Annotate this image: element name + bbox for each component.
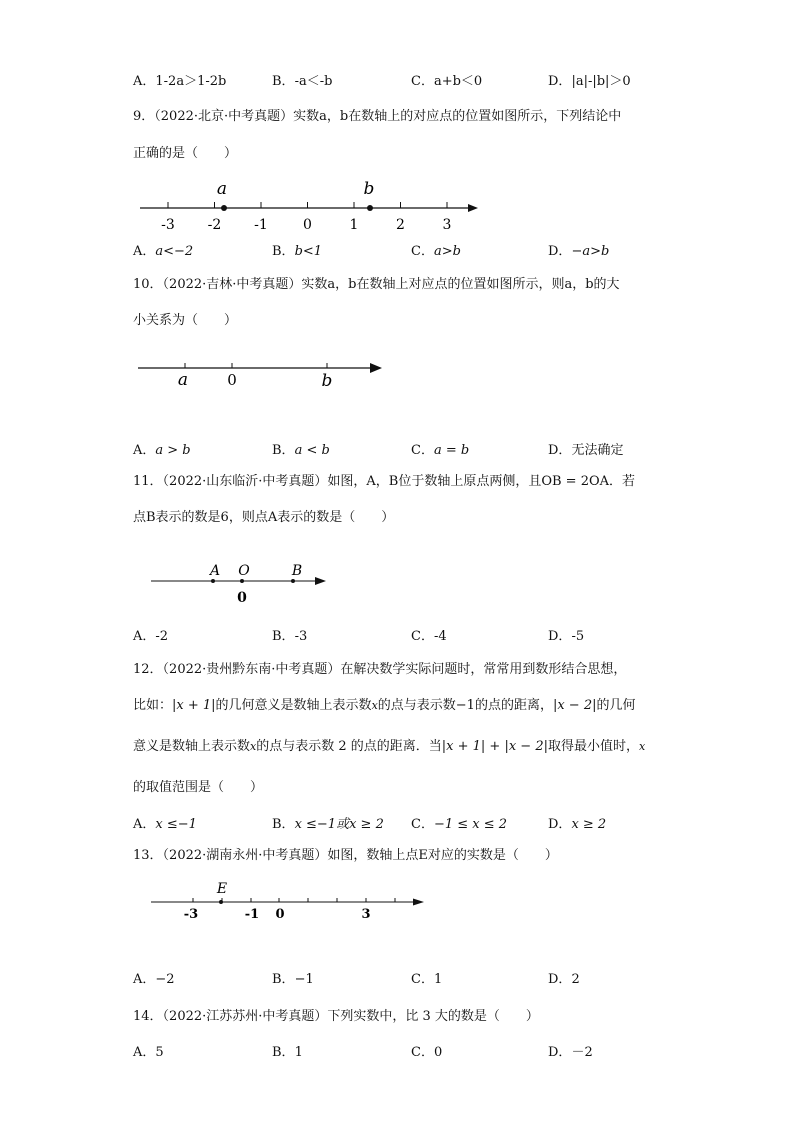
- option-text: a+b＜0: [433, 74, 483, 89]
- option-letter: D．: [548, 972, 572, 987]
- axis-arrow: [468, 204, 478, 212]
- option-text: -5: [571, 629, 585, 644]
- label-0: 0: [227, 371, 237, 389]
- q13-option-c: [411, 971, 442, 989]
- option-letter: A．: [133, 443, 156, 458]
- axis-arrow: [413, 899, 424, 906]
- point-b: [367, 205, 373, 211]
- text-fragment: 的几何: [596, 698, 636, 713]
- q12-option-a: [133, 816, 197, 834]
- q13-option-d: [548, 971, 580, 989]
- option-letter: A．: [133, 244, 156, 259]
- option-letter: D．: [548, 443, 572, 458]
- option-letter: B．: [272, 972, 295, 987]
- option-letter: A．: [133, 972, 156, 987]
- option-letter: A．: [133, 629, 156, 644]
- q11-option-b: [272, 628, 307, 646]
- q10-option-b: [272, 442, 330, 460]
- q9-stem-line1: 9．（2022·北京·中考真题）实数a，b在数轴上的对应点的位置如图所示，下列结论中: [133, 109, 622, 124]
- option-text: -a＜-b: [294, 74, 333, 89]
- label-0: 0: [275, 907, 285, 922]
- q8-option-c: [411, 73, 482, 91]
- q13-option-a: [133, 971, 175, 989]
- point-b-label: b: [363, 179, 375, 199]
- text-fragment: 的几何意义是数轴上表示数: [215, 698, 372, 713]
- q14-option-d: [548, 1044, 593, 1062]
- q14-option-a: [133, 1044, 164, 1062]
- math-x: x: [371, 699, 378, 712]
- option-text: a > b: [155, 443, 191, 458]
- label-B: B: [291, 563, 303, 579]
- option-text: 1-2a＞1-2b: [155, 74, 227, 89]
- q14-option-c: [411, 1044, 442, 1062]
- option-text: x ≤−1: [155, 817, 197, 832]
- option-text: -2: [155, 629, 169, 644]
- label-b: b: [321, 371, 333, 391]
- q13-option-b: [272, 971, 314, 989]
- point-B: [291, 579, 295, 583]
- point-a-label: a: [216, 179, 228, 199]
- q10-option-c: [411, 442, 469, 460]
- option-text: 2: [571, 972, 580, 987]
- option-letter: D．: [548, 74, 572, 89]
- label-A: A: [209, 563, 221, 579]
- option-text: a>b: [433, 244, 461, 259]
- option-text: x ≤−1或x ≥ 2: [294, 817, 384, 832]
- option-text: |a|-|b|＞0: [571, 74, 631, 89]
- text-fragment: 的点与表示数 2 的点的距离．当: [256, 739, 442, 754]
- option-text: a<−2: [155, 244, 194, 259]
- q8-option-b: [272, 73, 332, 91]
- label-m1: -1: [244, 907, 260, 922]
- label-E: E: [216, 881, 228, 897]
- tick-label: -1: [254, 217, 268, 233]
- option-letter: A．: [133, 1045, 156, 1060]
- q11-option-a: [133, 628, 168, 646]
- tick-label: 1: [349, 217, 359, 233]
- option-text: -4: [433, 629, 447, 644]
- q8-option-a: [133, 73, 226, 91]
- option-text: a = b: [433, 443, 470, 458]
- point-a: [221, 205, 227, 211]
- option-letter: C．: [411, 1045, 434, 1060]
- label-3: 3: [361, 907, 371, 922]
- q10-number-line-figure: [130, 352, 390, 394]
- label-zero: 0: [237, 590, 247, 606]
- option-text: －2: [571, 1045, 593, 1060]
- q10-stem-line1: 10．（2022·吉林·中考真题）实数a，b在数轴上对应点的位置如图所示，则a，b的大: [133, 277, 620, 292]
- option-letter: A．: [133, 817, 156, 832]
- q12-stem-line4: 的取值范围是（ ）: [133, 780, 264, 795]
- q11-option-c: [411, 628, 447, 646]
- q10-option-d: [548, 442, 623, 460]
- tick-label: -2: [207, 217, 222, 233]
- option-letter: C．: [411, 244, 434, 259]
- text-fragment: 意义是数轴上表示数: [133, 739, 251, 754]
- option-text: b<1: [294, 244, 323, 259]
- q12-stem-line2: [133, 697, 636, 715]
- point-E: [219, 900, 223, 904]
- option-text: 0: [433, 1045, 443, 1060]
- q11-option-d: [548, 628, 584, 646]
- option-text: -3: [294, 629, 308, 644]
- q12-stem-line3: [133, 738, 645, 756]
- math-abs-x-minus-2: |x − 2|: [552, 698, 597, 713]
- tick-label: 2: [396, 217, 405, 233]
- math-abs-sum: |x + 1| + |x − 2|: [441, 739, 548, 754]
- q10-option-a: [133, 442, 191, 460]
- option-text: 1: [294, 1045, 303, 1060]
- option-text: 1: [433, 972, 443, 987]
- text-fragment: 的点与表示数−1的点的距离，: [377, 698, 553, 713]
- tick-label: 3: [442, 217, 452, 233]
- q8-option-d: [548, 73, 631, 91]
- label-O: O: [238, 563, 250, 579]
- label-a: a: [177, 370, 189, 390]
- option-letter: A．: [133, 74, 156, 89]
- q10-stem-line2: 小关系为（ ）: [133, 313, 238, 328]
- option-text: a < b: [294, 443, 330, 458]
- option-text: 无法确定: [571, 443, 624, 458]
- q11-stem-line2: 点B表示的数是6，则点A表示的数是（ ）: [133, 510, 395, 525]
- option-letter: D．: [548, 817, 572, 832]
- q9-option-c: [411, 243, 461, 261]
- q13-number-line-figure: [145, 878, 435, 923]
- option-text: −1: [294, 972, 314, 987]
- math-x: x: [639, 740, 646, 753]
- tick-label: -3: [161, 217, 175, 233]
- text-fragment: 比如：: [133, 698, 173, 713]
- option-letter: B．: [272, 244, 295, 259]
- tick-label: 0: [303, 217, 312, 233]
- option-letter: D．: [548, 244, 572, 259]
- q11-stem-line1: 11．（2022·山东临沂·中考真题）如图，A，B位于数轴上原点两侧，且OB = 2OA．若: [133, 474, 636, 489]
- option-letter: D．: [548, 1045, 572, 1060]
- option-text: −1 ≤ x ≤ 2: [433, 817, 508, 832]
- option-letter: C．: [411, 629, 434, 644]
- axis-arrow: [370, 363, 382, 373]
- option-text: −a>b: [571, 244, 610, 259]
- option-letter: B．: [272, 1045, 295, 1060]
- option-letter: C．: [411, 74, 434, 89]
- option-text: −2: [155, 972, 175, 987]
- q11-number-line-figure: [145, 560, 335, 610]
- option-letter: B．: [272, 74, 295, 89]
- point-A: [211, 579, 215, 583]
- q9-stem-line2: 正确的是（ ）: [133, 146, 238, 161]
- option-letter: B．: [272, 817, 295, 832]
- q9-option-b: [272, 243, 322, 261]
- q14-option-b: [272, 1044, 303, 1062]
- q9-number-line-figure: [130, 174, 490, 236]
- option-letter: C．: [411, 972, 434, 987]
- q12-stem-line1: 12．（2022·贵州黔东南·中考真题）在解决数学实际问题时，常常用到数形结合思想，: [133, 662, 627, 677]
- math-abs-x-plus-1: |x + 1|: [172, 698, 216, 713]
- option-text: 5: [155, 1045, 164, 1060]
- q9-option-d: [548, 243, 609, 261]
- q14-stem-line1: 14．（2022·江苏苏州·中考真题）下列实数中，比 3 大的数是（ ）: [133, 1009, 539, 1024]
- text-fragment: 取得最小值时，: [547, 739, 639, 754]
- math-x: x: [250, 740, 257, 753]
- option-letter: C．: [411, 443, 434, 458]
- option-letter: D．: [548, 629, 572, 644]
- q13-stem-line1: 13．（2022·湖南永州·中考真题）如图，数轴上点E对应的实数是（ ）: [133, 848, 558, 863]
- option-letter: B．: [272, 629, 295, 644]
- option-letter: C．: [411, 817, 434, 832]
- label-m3: -3: [183, 907, 199, 922]
- axis-arrow: [315, 577, 326, 585]
- q12-option-b: [272, 816, 384, 834]
- q12-option-d: [548, 816, 606, 834]
- point-O: [240, 579, 244, 583]
- option-text: x ≥ 2: [571, 817, 607, 832]
- q9-option-a: [133, 243, 193, 261]
- q12-option-c: [411, 816, 507, 834]
- option-letter: B．: [272, 443, 295, 458]
